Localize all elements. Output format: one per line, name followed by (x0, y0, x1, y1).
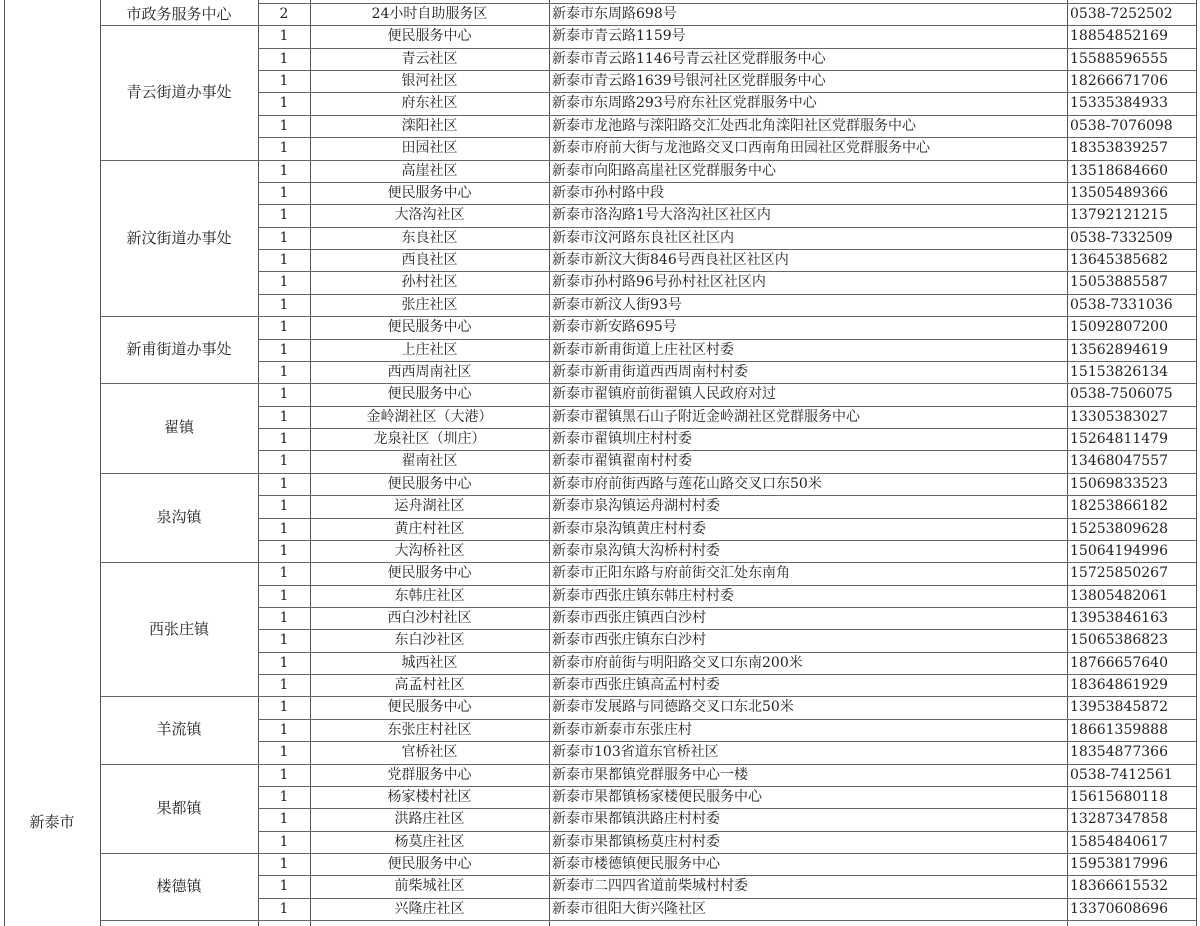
cell-address: 新泰市103省道东官桥社区 (552, 744, 719, 761)
cell-site: 高孟村社区 (394, 677, 465, 694)
region-cell: 新汶街道办事处 (126, 228, 232, 247)
cell-address: 新泰市汶河路东良社区社区内 (552, 229, 734, 246)
cell-phone: 15953817996 (1070, 856, 1168, 873)
cell-count: 1 (279, 408, 289, 425)
gridline (4, 0, 5, 926)
cell-phone: 13518684660 (1070, 162, 1168, 179)
cell-site: 青云社区 (401, 50, 458, 67)
cell-phone: 13645385682 (1070, 252, 1168, 269)
cell-site: 党群服务中心 (387, 766, 472, 783)
cell-count: 1 (279, 274, 289, 291)
cell-site: 官桥社区 (401, 744, 458, 761)
cell-site: 田园社区 (401, 140, 458, 157)
cell-address: 新泰市孙村路中段 (552, 184, 664, 201)
cell-count: 1 (279, 341, 289, 358)
cell-address: 新泰市泉沟镇运舟湖村村委 (552, 498, 720, 515)
region-cell: 楼德镇 (156, 877, 202, 896)
cell-address: 新泰市青云路1146号青云社区党群服务中心 (552, 50, 826, 67)
cell-count: 1 (279, 520, 289, 537)
cell-count: 1 (279, 95, 289, 112)
cell-site: 张庄社区 (401, 296, 458, 313)
cell-address: 新泰市青云路1639号银河社区党群服务中心 (552, 73, 826, 90)
cell-phone: 15615680118 (1070, 788, 1168, 805)
cell-phone: 13792121215 (1070, 207, 1168, 224)
cell-phone: 13953845872 (1070, 699, 1168, 716)
gridline (1196, 0, 1197, 926)
region-cell: 青云街道办事处 (126, 83, 232, 102)
cell-site: 便民服务中心 (387, 386, 472, 403)
cell-address: 新泰市府前大街与龙池路交叉口西南角田园社区党群服务中心 (552, 140, 930, 157)
cell-count: 1 (279, 744, 289, 761)
cell-site: 高崖社区 (401, 162, 458, 179)
cell-phone: 13468047557 (1070, 453, 1168, 470)
cell-count: 1 (279, 252, 289, 269)
cell-phone: 13953846163 (1070, 609, 1168, 626)
cell-phone: 15092807200 (1070, 319, 1168, 336)
cell-phone: 15053885587 (1070, 274, 1168, 291)
cell-address: 新泰市青云路1159号 (552, 28, 686, 45)
cell-site: 西白沙村社区 (387, 609, 472, 626)
cell-address: 新泰市泉沟镇黄庄村村委 (552, 520, 706, 537)
cell-address: 新泰市府前街西路与莲花山路交叉口东50米 (552, 475, 822, 492)
cell-phone: 15064194996 (1070, 542, 1168, 559)
gridline (100, 920, 258, 921)
cell-address: 新泰市新汶大街846号西良社区社区内 (552, 252, 789, 269)
cell-address: 新泰市西张庄镇东韩庄村村委 (552, 587, 734, 604)
cell-phone: 15153826134 (1070, 363, 1168, 380)
cell-address: 新泰市果都镇洪路庄村村委 (552, 811, 720, 828)
cell-address: 新泰市泉沟镇大沟桥村村委 (552, 542, 720, 559)
cell-phone: 0538-7332509 (1070, 229, 1173, 246)
cell-phone: 18354877366 (1070, 744, 1168, 761)
region-cell: 翟镇 (163, 418, 194, 437)
cell-count: 1 (279, 386, 289, 403)
cell-count: 1 (279, 856, 289, 873)
cell-address: 新泰市新安路695号 (552, 319, 677, 336)
cell-address: 新泰市洛沟路1号大洛沟社区社区内 (552, 207, 771, 224)
cell-site: 便民服务中心 (387, 475, 472, 492)
cell-address: 新泰市果都镇党群服务中心一楼 (552, 766, 748, 783)
cell-site: 前柴城社区 (394, 878, 465, 895)
cell-site: 上庄社区 (401, 341, 458, 358)
cell-count: 1 (279, 207, 289, 224)
cell-count: 1 (279, 766, 289, 783)
cell-phone: 0538-7331036 (1070, 296, 1173, 313)
cell-address: 新泰市西张庄镇高孟村村委 (552, 677, 720, 694)
cell-count: 1 (279, 677, 289, 694)
cell-count: 1 (279, 699, 289, 716)
cell-count: 1 (279, 431, 289, 448)
cell-phone: 18253866182 (1070, 498, 1168, 515)
cell-site: 东张庄村社区 (387, 721, 472, 738)
cell-site: 金岭湖社区（大港） (366, 408, 493, 425)
cell-site: 杨莫庄社区 (394, 833, 465, 850)
cell-site: 东白沙社区 (394, 632, 465, 649)
cell-phone: 15335384933 (1070, 95, 1168, 112)
cell-site: 便民服务中心 (387, 565, 472, 582)
cell-count: 1 (279, 542, 289, 559)
cell-count: 1 (279, 609, 289, 626)
cell-site: 便民服务中心 (387, 856, 472, 873)
cell-address: 新泰市新泰市东张庄村 (552, 721, 692, 738)
cell-site: 黄庄村社区 (394, 520, 465, 537)
cell-phone: 15065386823 (1070, 632, 1168, 649)
cell-phone: 0538-7076098 (1070, 117, 1173, 134)
cell-count: 1 (279, 587, 289, 604)
cell-address: 新泰市新汶人街93号 (552, 296, 682, 313)
cell-count: 1 (279, 296, 289, 313)
cell-count: 1 (279, 184, 289, 201)
cell-address: 新泰市东周路698号 (552, 6, 677, 22)
cell-site: 孙村社区 (401, 274, 458, 291)
cell-phone: 13562894619 (1070, 341, 1168, 358)
cell-phone: 15264811479 (1070, 431, 1168, 448)
cell-site: 西良社区 (401, 252, 458, 269)
cell-site: 便民服务中心 (387, 28, 472, 45)
region-cell: 新甫街道办事处 (126, 340, 232, 359)
region-cell: 西张庄镇 (148, 620, 209, 639)
cell-phone: 13505489366 (1070, 184, 1168, 201)
cell-phone: 18353839257 (1070, 140, 1168, 157)
cell-count: 1 (279, 811, 289, 828)
cell-address: 新泰市向阳路高崖社区党群服务中心 (552, 162, 776, 179)
cell-count: 1 (279, 878, 289, 895)
cell-site: 便民服务中心 (387, 184, 472, 201)
cell-count: 1 (279, 229, 289, 246)
cell-phone: 15854840617 (1070, 833, 1168, 850)
cell-address: 新泰市西张庄镇西白沙村 (552, 609, 706, 626)
cell-count: 1 (279, 788, 289, 805)
cell-address: 新泰市徂阳大街兴隆社区 (552, 900, 706, 917)
cell-count: 1 (279, 162, 289, 179)
region-cell: 羊流镇 (156, 720, 202, 739)
cell-address: 新泰市孙村路96号孙村社区社区内 (552, 274, 766, 291)
region-cell: 果都镇 (156, 798, 202, 817)
cell-count: 1 (279, 632, 289, 649)
cell-count: 1 (279, 319, 289, 336)
cell-address: 新泰市翟镇圳庄村村委 (552, 431, 692, 448)
cell-site: 洪路庄社区 (394, 811, 465, 828)
cell-address: 新泰市翟镇府前街翟镇人民政府对过 (552, 386, 776, 403)
cell-phone: 18661359888 (1070, 721, 1168, 738)
city-cell: 新泰市 (29, 813, 75, 831)
cell-site: 兴隆庄社区 (394, 900, 465, 917)
region-cell: 泉沟镇 (156, 507, 202, 526)
cell-count: 1 (279, 475, 289, 492)
cell-count: 1 (279, 654, 289, 671)
cell-count: 1 (279, 900, 289, 917)
cell-site: 24小时自助服务区 (371, 6, 488, 22)
cell-phone: 0538-7412561 (1070, 766, 1173, 783)
cell-address: 新泰市二四四省道前柴城村村委 (552, 878, 748, 895)
cell-address: 新泰市翟镇黑石山子附近金岭湖社区党群服务中心 (552, 408, 860, 425)
cell-address: 新泰市正阳东路与府前街交汇处东南角 (552, 565, 790, 582)
cell-count: 1 (279, 117, 289, 134)
cell-site: 城西社区 (401, 654, 458, 671)
cell-count: 1 (279, 453, 289, 470)
cell-phone: 0538-7506075 (1070, 386, 1173, 403)
cell-address: 新泰市西张庄镇东白沙村 (552, 632, 706, 649)
cell-site: 府东社区 (401, 95, 458, 112)
region-cell: 市政务服务中心 (126, 5, 232, 23)
cell-count: 1 (279, 833, 289, 850)
cell-site: 大洛沟社区 (394, 207, 465, 224)
cell-count: 1 (279, 721, 289, 738)
cell-address: 新泰市新甫街道西西周南村村委 (552, 363, 748, 380)
cell-address: 新泰市龙池路与滦阳路交汇处西北角滦阳社区党群服务中心 (552, 117, 916, 134)
cell-address: 新泰市果都镇杨家楼便民服务中心 (552, 788, 762, 805)
cell-address: 新泰市楼德镇便民服务中心 (552, 856, 720, 873)
cell-address: 新泰市新甫街道上庄社区村委 (552, 341, 734, 358)
cell-site: 龙泉社区（圳庄） (373, 431, 486, 448)
cell-count: 1 (279, 363, 289, 380)
cell-address: 新泰市东周路293号府东社区党群服务中心 (552, 95, 817, 112)
cell-count: 1 (279, 28, 289, 45)
cell-phone: 18854852169 (1070, 28, 1168, 45)
cell-site: 银河社区 (401, 73, 458, 90)
cell-count: 1 (279, 73, 289, 90)
cell-count: 2 (279, 6, 289, 22)
cell-address: 新泰市果都镇杨莫庄村村委 (552, 833, 720, 850)
cell-site: 西西周南社区 (387, 363, 472, 380)
cell-count: 1 (279, 50, 289, 67)
cell-phone: 18266671706 (1070, 73, 1168, 90)
cell-phone: 13805482061 (1070, 587, 1168, 604)
cell-count: 1 (279, 565, 289, 582)
cell-phone: 13305383027 (1070, 408, 1168, 425)
cell-site: 东韩庄社区 (394, 587, 465, 604)
cell-address: 新泰市发展路与同德路交叉口东北50米 (552, 699, 794, 716)
cell-phone: 18366615532 (1070, 878, 1168, 895)
cell-site: 大沟桥社区 (394, 542, 465, 559)
cell-site: 滦阳社区 (401, 117, 458, 134)
cell-phone: 18364861929 (1070, 677, 1168, 694)
cell-phone: 13287347858 (1070, 811, 1168, 828)
cell-site: 便民服务中心 (387, 319, 472, 336)
cell-site: 便民服务中心 (387, 699, 472, 716)
cell-count: 1 (279, 140, 289, 157)
cell-site: 运舟湖社区 (394, 498, 465, 515)
cell-phone: 18766657640 (1070, 654, 1168, 671)
cell-address: 新泰市府前街与明阳路交叉口东南200米 (552, 654, 803, 671)
cell-phone: 0538-7252502 (1070, 6, 1173, 22)
cell-site: 杨家楼村社区 (387, 788, 472, 805)
cell-phone: 15588596555 (1070, 50, 1168, 67)
cell-site: 翟南社区 (401, 453, 458, 470)
cell-address: 新泰市翟镇翟南村村委 (552, 453, 692, 470)
cell-site: 东良社区 (401, 229, 458, 246)
cell-count: 1 (279, 498, 289, 515)
cell-phone: 15725850267 (1070, 565, 1168, 582)
cell-phone: 15069833523 (1070, 475, 1168, 492)
cell-phone: 13370608696 (1070, 900, 1168, 917)
cell-phone: 15253809628 (1070, 520, 1168, 537)
